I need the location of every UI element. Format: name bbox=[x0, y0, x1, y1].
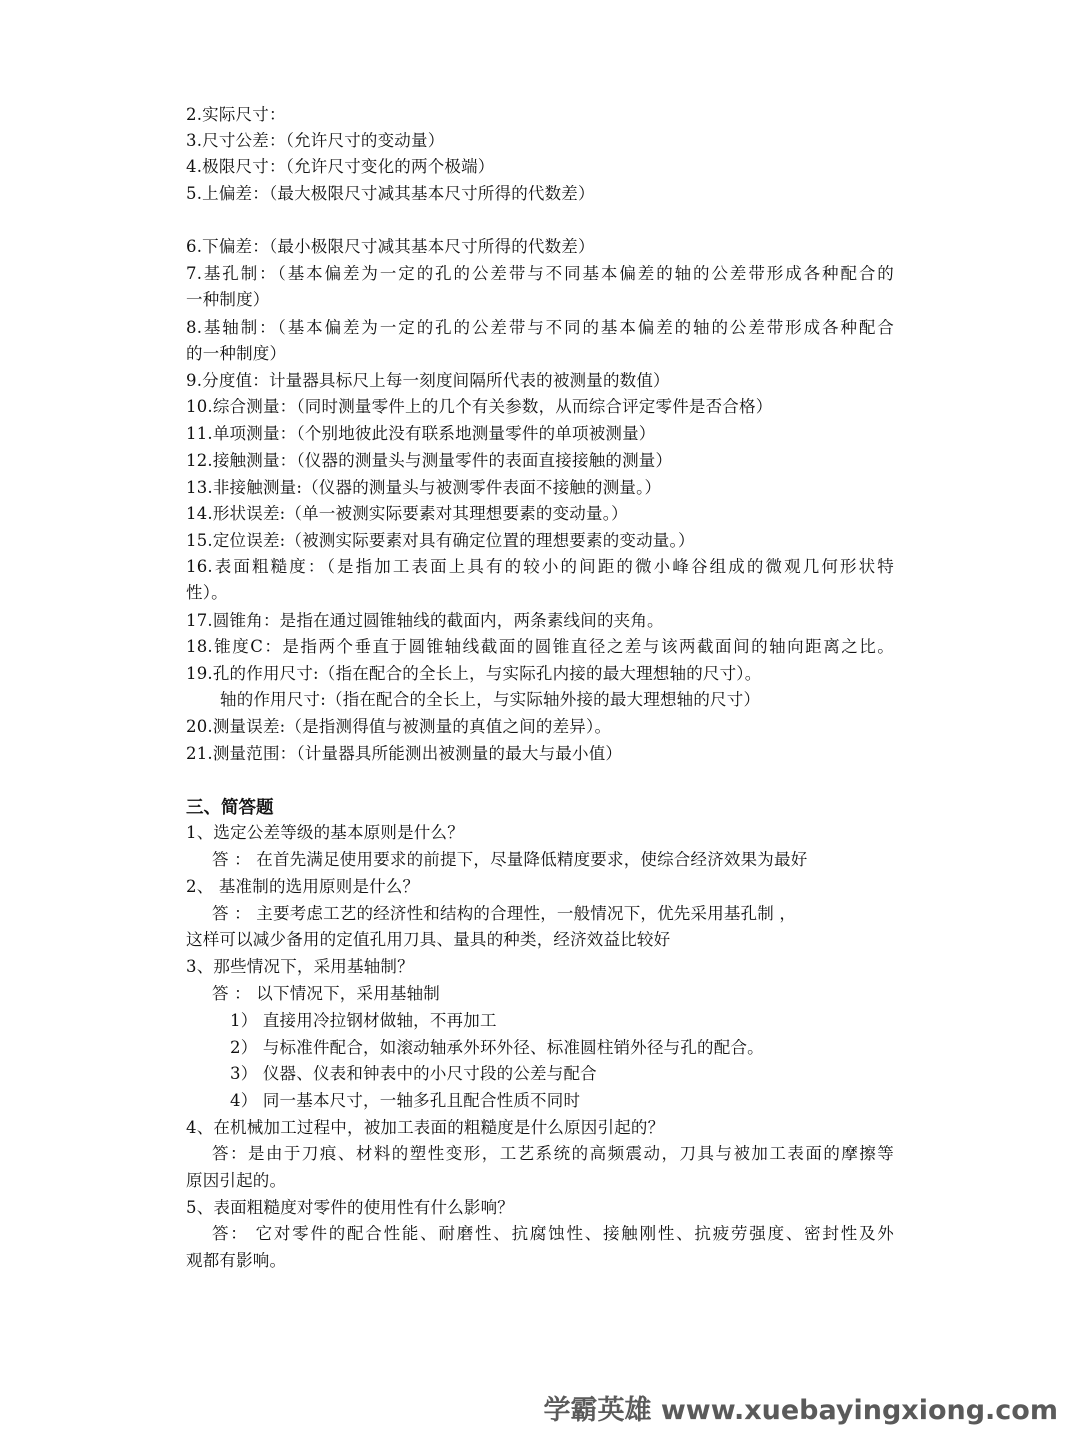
answer-5-cont: 观都有影响。 bbox=[186, 1251, 287, 1270]
term-11: 11.单项测量：（个别地彼此没有联系地测量零件的单项被测量） bbox=[186, 424, 656, 443]
question-5: 5、表面粗糙度对零件的使用性有什么影响？ bbox=[186, 1198, 514, 1217]
term-13: 13.非接触测量:（仪器的测量头与被测零件表面不接触的测量。） bbox=[186, 478, 662, 497]
answer-3-item-1: 1） 直接用冷拉钢材做轴，不再加工 bbox=[230, 1011, 497, 1030]
term-19: 19.孔的作用尺寸:（指在配合的全长上，与实际孔内接的最大理想轴的尺寸）。 bbox=[186, 664, 762, 683]
answer-2: 答 ： 主要考虑工艺的经济性和结构的合理性，一般情况下，优先采用基孔制 ， bbox=[212, 904, 797, 923]
term-2: 2.实际尺寸： bbox=[186, 105, 286, 124]
term-20: 20.测量误差:（是指测得值与被测量的真值之间的差异）。 bbox=[186, 717, 612, 736]
term-12: 12.接触测量：（仪器的测量头与测量零件的表面直接接触的测量） bbox=[186, 451, 673, 470]
watermark: 学霸英雄 www.xuebayingxiong.com bbox=[543, 1395, 1058, 1426]
term-8-cont: 的一种制度） bbox=[186, 344, 287, 363]
term-16-cont: 性）。 bbox=[186, 583, 228, 602]
answer-5: 答： 它对零件的配合性能、耐磨性、抗腐蚀性、接触刚性、抗疲劳强度、密封性及外 bbox=[212, 1224, 894, 1243]
term-16: 16.表面粗糙度：（是指加工表面上具有的较小的间距的微小峰谷组成的微观几何形状特 bbox=[186, 557, 894, 576]
question-1: 1、选定公差等级的基本原则是什么？ bbox=[186, 823, 464, 842]
answer-3-item-3: 3） 仪器、仪表和钟表中的小尺寸段的公差与配合 bbox=[230, 1064, 597, 1083]
term-21: 21.测量范围：（计量器具所能测出被测量的最大与最小值） bbox=[186, 744, 623, 763]
term-7-cont: 一种制度） bbox=[186, 290, 270, 309]
question-2: 2、 基准制的选用原则是什么？ bbox=[186, 877, 420, 896]
term-8: 8.基轴制：（基本偏差为一定的孔的公差带与不同的基本偏差的轴的公差带形成各种配合 bbox=[186, 318, 894, 337]
section-title: 三、简答题 bbox=[186, 798, 274, 818]
answer-1: 答 ： 在首先满足使用要求的前提下，尽量降低精度要求，使综合经济效果为最好 bbox=[212, 850, 808, 869]
term-19-shaft: 轴的作用尺寸:（指在配合的全长上，与实际轴外接的最大理想轴的尺寸） bbox=[220, 690, 761, 709]
question-4: 4、在机械加工过程中，被加工表面的粗糙度是什么原因引起的？ bbox=[186, 1118, 665, 1137]
term-7: 7.基孔制：（基本偏差为一定的孔的公差带与不同基本偏差的轴的公差带形成各种配合的 bbox=[186, 264, 894, 283]
answer-3-item-4: 4） 同一基本尺寸，一轴多孔且配合性质不同时 bbox=[230, 1091, 581, 1110]
term-17: 17.圆锥角：是指在通过圆锥轴线的截面内，两条素线间的夹角。 bbox=[186, 611, 664, 630]
answer-2-cont: 这样可以减少备用的定值孔用刀具、量具的种类，经济效益比较好 bbox=[186, 930, 671, 949]
answer-4-cont: 原因引起的。 bbox=[186, 1171, 287, 1190]
term-9: 9.分度值：计量器具标尺上每一刻度间隔所代表的被测量的数值） bbox=[186, 371, 670, 390]
term-15: 15.定位误差:（被测实际要素对具有确定位置的理想要素的变动量。） bbox=[186, 531, 695, 550]
term-18: 18.锥度C：是指两个垂直于圆锥轴线截面的圆锥直径之差与该两截面间的轴向距离之比。 bbox=[186, 637, 894, 656]
question-3: 3、那些情况下，采用基轴制？ bbox=[186, 957, 414, 976]
answer-4: 答：是由于刀痕、材料的塑性变形，工艺系统的高频震动，刀具与被加工表面的摩擦等 bbox=[212, 1144, 894, 1163]
term-10: 10.综合测量：（同时测量零件上的几个有关参数，从而综合评定零件是否合格） bbox=[186, 397, 773, 416]
answer-3-item-2: 2） 与标准件配合，如滚动轴承外环外径、标准圆柱销外径与孔的配合。 bbox=[230, 1038, 764, 1057]
term-4: 4.极限尺寸：（允许尺寸变化的两个极端） bbox=[186, 157, 495, 176]
term-5: 5.上偏差：（最大极限尺寸减其基本尺寸所得的代数差） bbox=[186, 184, 595, 203]
answer-3: 答 ： 以下情况下，采用基轴制 bbox=[212, 984, 440, 1003]
term-3: 3.尺寸公差：（允许尺寸的变动量） bbox=[186, 131, 445, 150]
term-14: 14.形状误差:（单一被测实际要素对其理想要素的变动量。） bbox=[186, 504, 628, 523]
term-6: 6.下偏差：（最小极限尺寸减其基本尺寸所得的代数差） bbox=[186, 237, 595, 256]
